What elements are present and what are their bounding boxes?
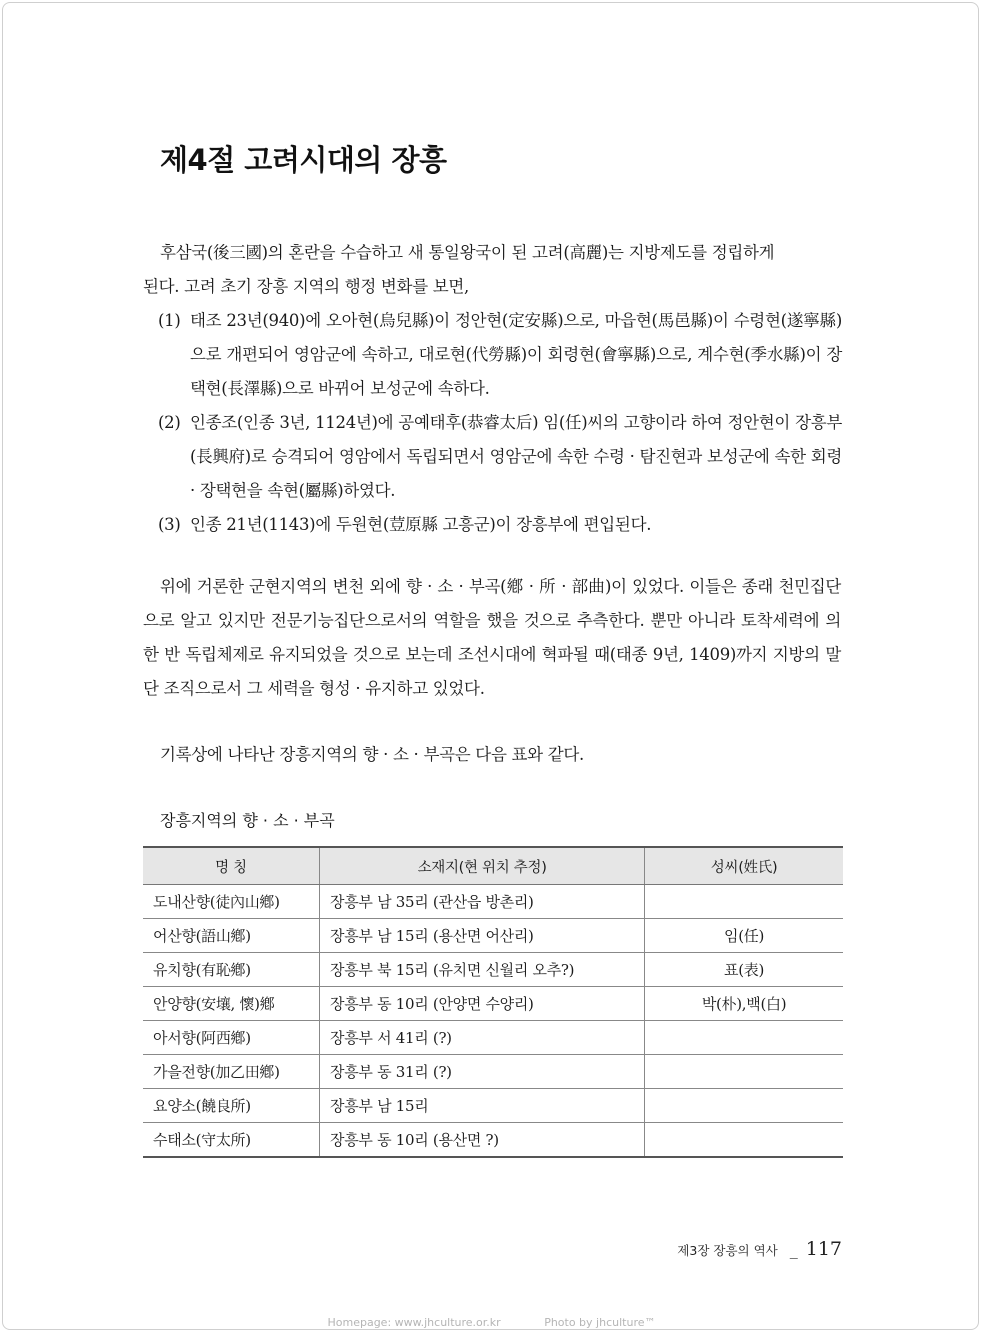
cell-location: 장흥부 남 15리 — [320, 1089, 645, 1123]
table-header-row — [143, 847, 843, 885]
cell-surname — [645, 885, 843, 919]
table-row — [143, 953, 843, 987]
intro-line-2: 된다. 고려 초기 장흥 지역의 행정 변화를 보면, — [143, 277, 470, 296]
table-row — [143, 1123, 843, 1157]
table-row — [143, 1055, 843, 1089]
table-row — [143, 1021, 843, 1055]
cell-surname: 임(任) — [645, 919, 843, 953]
credit-line — [0, 1316, 983, 1329]
cell-location: 장흥부 북 15리 (유치면 신월리 오추?) — [320, 953, 645, 987]
cell-name: 도내산향(徒內山鄕) — [143, 885, 320, 919]
header-surname: 성씨(姓氏) — [645, 847, 843, 885]
cell-name: 유치향(有恥鄕) — [143, 953, 320, 987]
cell-surname — [645, 1021, 843, 1055]
table-row — [143, 919, 843, 953]
cell-location: 장흥부 남 35리 (관산읍 방촌리) — [320, 885, 645, 919]
cell-name: 가을전향(加乙田鄕) — [143, 1055, 320, 1089]
cell-surname: 박(朴),백(白) — [645, 987, 843, 1021]
table-row — [143, 1089, 843, 1123]
page-number: 117 — [805, 1238, 842, 1260]
cell-location: 장흥부 서 41리 (?) — [320, 1021, 645, 1055]
cell-location: 장흥부 동 10리 (용산면 ?) — [320, 1123, 645, 1157]
cell-surname — [645, 1123, 843, 1157]
list-text: 인종 21년(1143)에 두원현(荳原縣 고흥군)이 장흥부에 편입된다. — [190, 515, 652, 534]
table-caption: 장흥지역의 향 · 소 · 부곡 — [160, 811, 335, 830]
cell-surname — [645, 1055, 843, 1089]
cell-surname — [645, 1089, 843, 1123]
cell-name: 안양향(安壤, 懷)鄕 — [143, 987, 320, 1021]
list-number: (2) — [158, 413, 181, 432]
paragraph-2-text: 위에 거론한 군현지역의 변천 외에 향 · 소 · 부곡(鄕 · 所 · 部曲)이 있었다. 이들은 종래 천민집단으로 알고 있지만 전문기능집단으로서의 역할을 했을 것으로 추측한다. 뿐만 아니라 토착세력에 의한 반 독립체제로 유지되었을 것으로 보는데 조선시대에 혁파될 때(태종 9년, 1409)까지 지방의 말단 조직으로서 그 세력을 형성 · 유지하고 있었다. — [143, 577, 841, 698]
admin-change-list — [158, 304, 842, 542]
intro-line-1: 후삼국(後三國)의 혼란을 수습하고 새 통일왕국이 된 고려(高麗)는 지방제도를 정립하게 — [160, 243, 775, 262]
hyang-so-bugok-table — [143, 846, 843, 1158]
list-item — [158, 508, 842, 542]
list-text: 태조 23년(940)에 오아현(烏兒縣)이 정안현(定安縣)으로, 마읍현(馬邑縣)이 수령현(遂寧縣)으로 개편되어 영암군에 속하고, 대로현(代勞縣)이 회령현(會寧縣)으로, 계수현(季水縣)이 장택현(長澤縣)으로 바뀌어 보성군에 속하다. — [190, 311, 842, 398]
list-number: (1) — [158, 311, 181, 330]
homepage-credit: Homepage: www.jhculture.or.kr — [327, 1316, 501, 1329]
table-intro-paragraph — [143, 738, 841, 772]
chapter-label: 제3장 장흥의 역사 — [677, 1243, 778, 1258]
footer-separator: _ — [789, 1240, 798, 1259]
cell-location: 장흥부 동 31리 (?) — [320, 1055, 645, 1089]
paragraph-3-text: 기록상에 나타난 장흥지역의 향 · 소 · 부곡은 다음 표와 같다. — [160, 745, 584, 764]
header-location: 소재지(현 위치 추정) — [320, 847, 645, 885]
cell-surname: 표(表) — [645, 953, 843, 987]
photo-credit: Photo by jhculture™ — [544, 1316, 656, 1329]
page-footer — [677, 1238, 842, 1260]
list-item — [158, 304, 842, 406]
cell-name: 어산향(語山鄕) — [143, 919, 320, 953]
cell-location: 장흥부 동 10리 (안양면 수양리) — [320, 987, 645, 1021]
cell-name: 요양소(饒良所) — [143, 1089, 320, 1123]
cell-location: 장흥부 남 15리 (용산면 어산리) — [320, 919, 645, 953]
hyang-so-bugok-paragraph — [143, 570, 841, 706]
list-item — [158, 406, 842, 508]
list-text: 인종조(인종 3년, 1124년)에 공예태후(恭睿太后) 임(任)씨의 고향이라 하여 정안현이 장흥부(長興府)로 승격되어 영암에서 독립되면서 영암군에 속한 수령 · 탐진현과 보성군에 속한 회령 · 장택현을 속현(屬縣)하였다. — [190, 413, 842, 500]
cell-name: 아서향(阿西鄕) — [143, 1021, 320, 1055]
intro-paragraph — [143, 236, 841, 304]
list-number: (3) — [158, 515, 181, 534]
table-row — [143, 885, 843, 919]
section-title: 제4절 고려시대의 장흥 — [160, 143, 447, 177]
table-row — [143, 987, 843, 1021]
header-name: 명 칭 — [143, 847, 320, 885]
cell-name: 수태소(守太所) — [143, 1123, 320, 1157]
